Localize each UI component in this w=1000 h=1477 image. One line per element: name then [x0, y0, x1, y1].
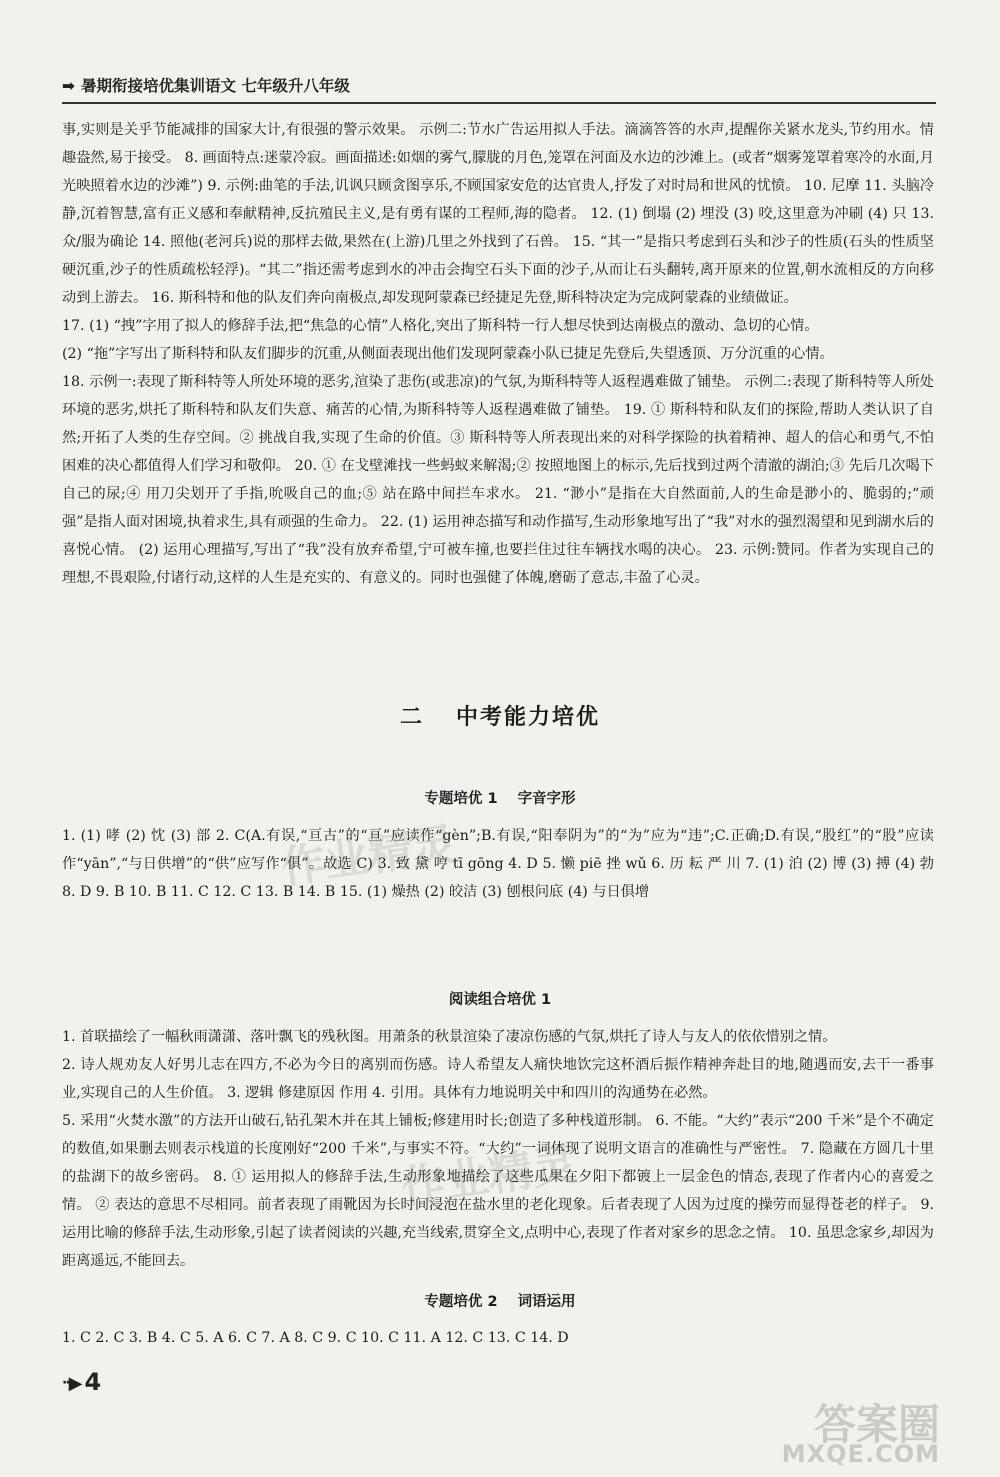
answer-paragraph: 1. 首联描绘了一幅秋雨潇潇、落叶飘飞的残秋图。用萧条的秋景渲染了凄凉伤感的气氛,烘托了诗人与友人的依依惜别之情。: [62, 1029, 837, 1045]
topic-heading: [0, 1290, 1000, 1311]
reading-heading: [0, 988, 1000, 1009]
answer-block-topic1: [62, 822, 934, 906]
running-header: [62, 74, 932, 96]
header-divider: [62, 102, 936, 104]
dots-icon: ··: [62, 1375, 69, 1391]
reading-label: 阅读组合培优 1: [448, 992, 552, 1008]
answer-block-intro: [62, 116, 934, 592]
topic-heading: [0, 787, 1000, 808]
answer-paragraph: 2. 诗人规劝友人好男儿志在四方,不必为今日的离别而伤感。诗人希望友人痛快地饮完这杯酒后振作精神奔赴目的地,随遇而安,去干一番事业,实现自己的人生价值。 3. 逻辑 修建原因 作用 4. 引用。具体有力地说明关中和四川的沟通势在必然。: [62, 1057, 934, 1101]
watermark: 作业精灵: [397, 1138, 580, 1214]
answer-paragraph: (2) “拖”字写出了斯科特和队友们脚步的沉重,从侧面表现出他们发现阿蒙森小队已捷足先登后,失望透顶、万分沉重的心情。: [62, 346, 834, 362]
answer-paragraph: 17. (1) “拽”字用了拟人的修辞手法,把“焦急的心情”人格化,突出了斯科特一行人想尽快到达南极点的激动、急切的心情。: [62, 318, 819, 334]
topic-label: 专题培优 2: [424, 1294, 498, 1310]
topic-name: 字音字形: [517, 791, 576, 807]
answer-block-reading1: [62, 1023, 934, 1275]
answer-paragraph: 1. C 2. C 3. B 4. C 5. A 6. C 7. A 8. C 9. C 10. C 11. A 12. C 13. C 14. D: [62, 1330, 569, 1346]
answer-paragraph: 1. (1) 哮 (2) 忱 (3) 部 2. C(A.有误,“亘古”的“亘”应读作“gèn”;B.有误,“阳奉阴为”的“为”应为“违”;C.正确;D.有误,“股红”的“股”应读作“yān”,“与日供增”的“供”应写作“俱”。故选 C) 3. 致 黛 哼 tī gōng 4. D 5. 懒 piē 挫 wǔ 6. 历 耘 严 川 7. (1) 泊 (2) 博 (3) 搏 (4) 勃 8. D 9. B 10. B 11. C 12. C 13. B 14. B 15. (1) 燥热 (2) 皎洁 (3) 刨根问底 (4) 与日俱增: [62, 828, 934, 900]
answer-paragraph: 事,实则是关乎节能减排的国家大计,有很强的警示效果。 示例二:节水广告运用拟人手法。滴滴答答的水声,提醒你关紧水龙头,节约用水。情趣盎然,易于接受。 8. 画面特点:迷蒙冷寂。画面描述:如烟的雾气,朦胧的月色,笼罩在河面及水边的沙滩上。(或者“烟雾笼罩着寒冷的水面,月光映照着水边的沙滩”) 9. 示例:曲笔的手法,讥讽只顾贪图享乐,不顾国家安危的达官贵人,抒发了对时局和世风的忧愤。 10. 尼摩 11. 头脑冷静,沉着智慧,富有正义感和奉献精神,反抗殖民主义,是有勇有谋的工程师,海的隐者。 12. (1) 倒塌 (2) 埋没 (3) 咬,这里意为冲刷 (4) 只 13. 众/服为确论 14. 照他(老河兵)说的那样去做,果然在(上游)几里之外找到了石兽。 15. “其一”是指只考虑到石头和沙子的性质(石头的性质坚硬沉重,沙子的性质疏松轻浮)。“其二”指还需考虑到水的冲击会掏空石头下面的沙子,从而让石头翻转,离开原来的位置,朝水流相反的方向移动到上游去。 16. 斯科特和他的队友们奔向南极点,却发现阿蒙森已经捷足先登,斯科特决定为完成阿蒙森的业绩做证。: [62, 122, 934, 306]
section-title: 中考能力培优: [456, 705, 601, 730]
answer-paragraph: 18. 示例一:表现了斯科特等人所处环境的恶劣,渲染了悲伤(或悲凉)的气氛,为斯科特等人返程遇难做了铺垫。 示例二:表现了斯科特等人所处环境的恶劣,烘托了斯科特和队友们失意、痛苦的心情,为斯科特等人返程遇难做了铺垫。 19. ① 斯科特和队友们的探险,帮助人类认识了自然;开拓了人类的生存空间。② 挑战自我,实现了生命的价值。③ 斯科特等人所表现出来的对科学探险的执着精神、超人的信心和勇气,不怕困难的决心都值得人们学习和敬仰。 20. ① 在戈壁滩找一些蚂蚁来解渴;② 按照地图上的标示,先后找到过两个清澈的湖泊;③ 先后几次喝下自己的尿;④ 用刀尖划开了手指,吮吸自己的血;⑤ 站在路中间拦车求水。 21. “渺小”是指在大自然面前,人的生命是渺小的、脆弱的;“顽强”是指人面对困境,执着求生,具有顽强的生命力。 22. (1) 运用神态描写和动作描写,生动形象地写出了“我”对水的强烈渴望和见到湖水后的喜悦心情。 (2) 运用心理描写,写出了“我”没有放弃希望,宁可被车撞,也要拦住过往车辆找水喝的决心。 23. 示例:赞同。作者为实现自己的理想,不畏艰险,付诸行动,这样的人生是充实的、有意义的。同时也强健了体魄,磨砺了意志,丰盈了心灵。: [62, 374, 934, 586]
triangle-icon: ▶: [68, 1372, 83, 1394]
topic-label: 专题培优 1: [424, 791, 498, 807]
page-number-value: 4: [84, 1368, 102, 1396]
watermark-logo: 答案圈: [813, 1400, 940, 1449]
section-heading: [0, 700, 1000, 731]
arrow-icon: ➡: [62, 77, 75, 95]
answer-block-topic2: [62, 1324, 934, 1352]
section-number: 二: [399, 705, 424, 730]
book-title: 暑期衔接培优集训语文 七年级升八年级: [81, 77, 350, 95]
answer-paragraph: 5. 采用“火焚水激”的方法开山破石,钻孔架木并在其上铺板;修建用时长;创造了多种栈道形制。 6. 不能。“大约”表示“200 千米”是个不确定的数值,如果删去则表示栈道的长度刚好“200 千米”,与事实不符。“大约”一词体现了说明文语言的准确性与严密性。 7. 隐藏在方圆几十里的盐湖下的故乡密码。 8. ① 运用拟人的修辞手法,生动形象地描绘了这些瓜果在夕阳下都镀上一层金色的情态,表现了作者内心的喜爱之情。 ② 表达的意思不尽相同。前者表现了雨靴因为长时间浸泡在盐水里的老化现象。后者表现了人因为过度的操劳而显得苍老的样子。 9. 运用比喻的修辞手法,生动形象,引起了读者阅读的兴趣,充当线索,贯穿全文,点明中心,表现了作者对家乡的思念之情。 10. 虽思念家乡,却因为距离遥远,不能回去。: [62, 1113, 934, 1269]
page-number: [62, 1368, 101, 1396]
topic-name: 词语运用: [517, 1294, 576, 1310]
watermark: 作业精灵: [277, 818, 460, 894]
watermark-url: MXQE.COM: [781, 1440, 940, 1468]
